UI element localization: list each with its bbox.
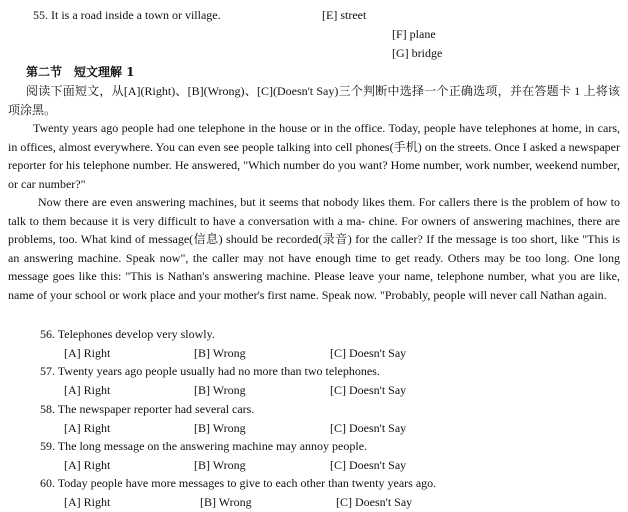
option-b: [B] Wrong [194, 458, 246, 472]
option-c: [C] Doesn't Say [336, 495, 413, 509]
option-a: [A] Right [64, 458, 111, 472]
option-b: [B] Wrong [194, 383, 246, 397]
option-e: [E] street [322, 8, 367, 22]
instructions: 阅读下面短文，从[A](Right)、[B](Wrong)、[C](Doesn't Say)三个判断中选择一个正确选项，并在答题卡 1 上将该项涂黑。 [8, 84, 620, 117]
option-a: [A] Right [64, 421, 111, 435]
question-stem: 56. Telephones develop very slowly. [40, 327, 215, 341]
section-title: 第二节 短文理解 1 [26, 65, 135, 79]
question-stem: 57. Twenty years ago people usually had no more than two telephones. [40, 364, 380, 378]
option-c: [C] Doesn't Say [330, 383, 407, 397]
passage-paragraph-1: Twenty years ago people had one telephone in the house or in the office. Today, people have telephones at home, in cars, in offices, almost everywhere. You can even see people talking into cell phones(手机) on the streets. Once I asked a newspaper reporter for his telephone number. He answered, "Which number do you want? Home number, work number, weekend number, or car number?" [8, 121, 620, 191]
option-c: [C] Doesn't Say [330, 458, 407, 472]
question-stem: 60. Today people have more messages to give to each other than twenty years ago. [40, 476, 437, 490]
question-stem: 59. The long message on the answering machine may annoy people. [40, 439, 368, 453]
option-f: [F] plane [392, 27, 436, 41]
option-b: [B] Wrong [200, 495, 252, 509]
option-c: [C] Doesn't Say [330, 346, 407, 360]
option-b: [B] Wrong [194, 346, 246, 360]
question-55: 55. It is a road inside a town or village. [33, 8, 221, 22]
passage-paragraph-2: Now there are even answering machines, but it seems that nobody likes them. For callers there is the problem of how to talk to them because it is very difficult to have a conversation with a ma- chine. For owners of answering machines, there are problems, too. What kind of message(信息) should be recorded(录音) for the caller? If the message is too short, like "This is an answering machine. Speak now", the caller may not have enough time to get ready. Others may be too long. One long message goes like this: "This is Nathan's answering machine. Please leave your name, telephone number, what you are like, name of your school or work place and your mother's first name. Speak now. "Probably, people will never call Nathan again. [8, 195, 620, 302]
option-a: [A] Right [64, 383, 111, 397]
option-c: [C] Doesn't Say [330, 421, 407, 435]
option-g: [G] bridge [392, 46, 443, 60]
option-a: [A] Right [64, 346, 111, 360]
question-stem: 58. The newspaper reporter had several cars. [40, 402, 255, 416]
option-a: [A] Right [64, 495, 111, 509]
option-b: [B] Wrong [194, 421, 246, 435]
